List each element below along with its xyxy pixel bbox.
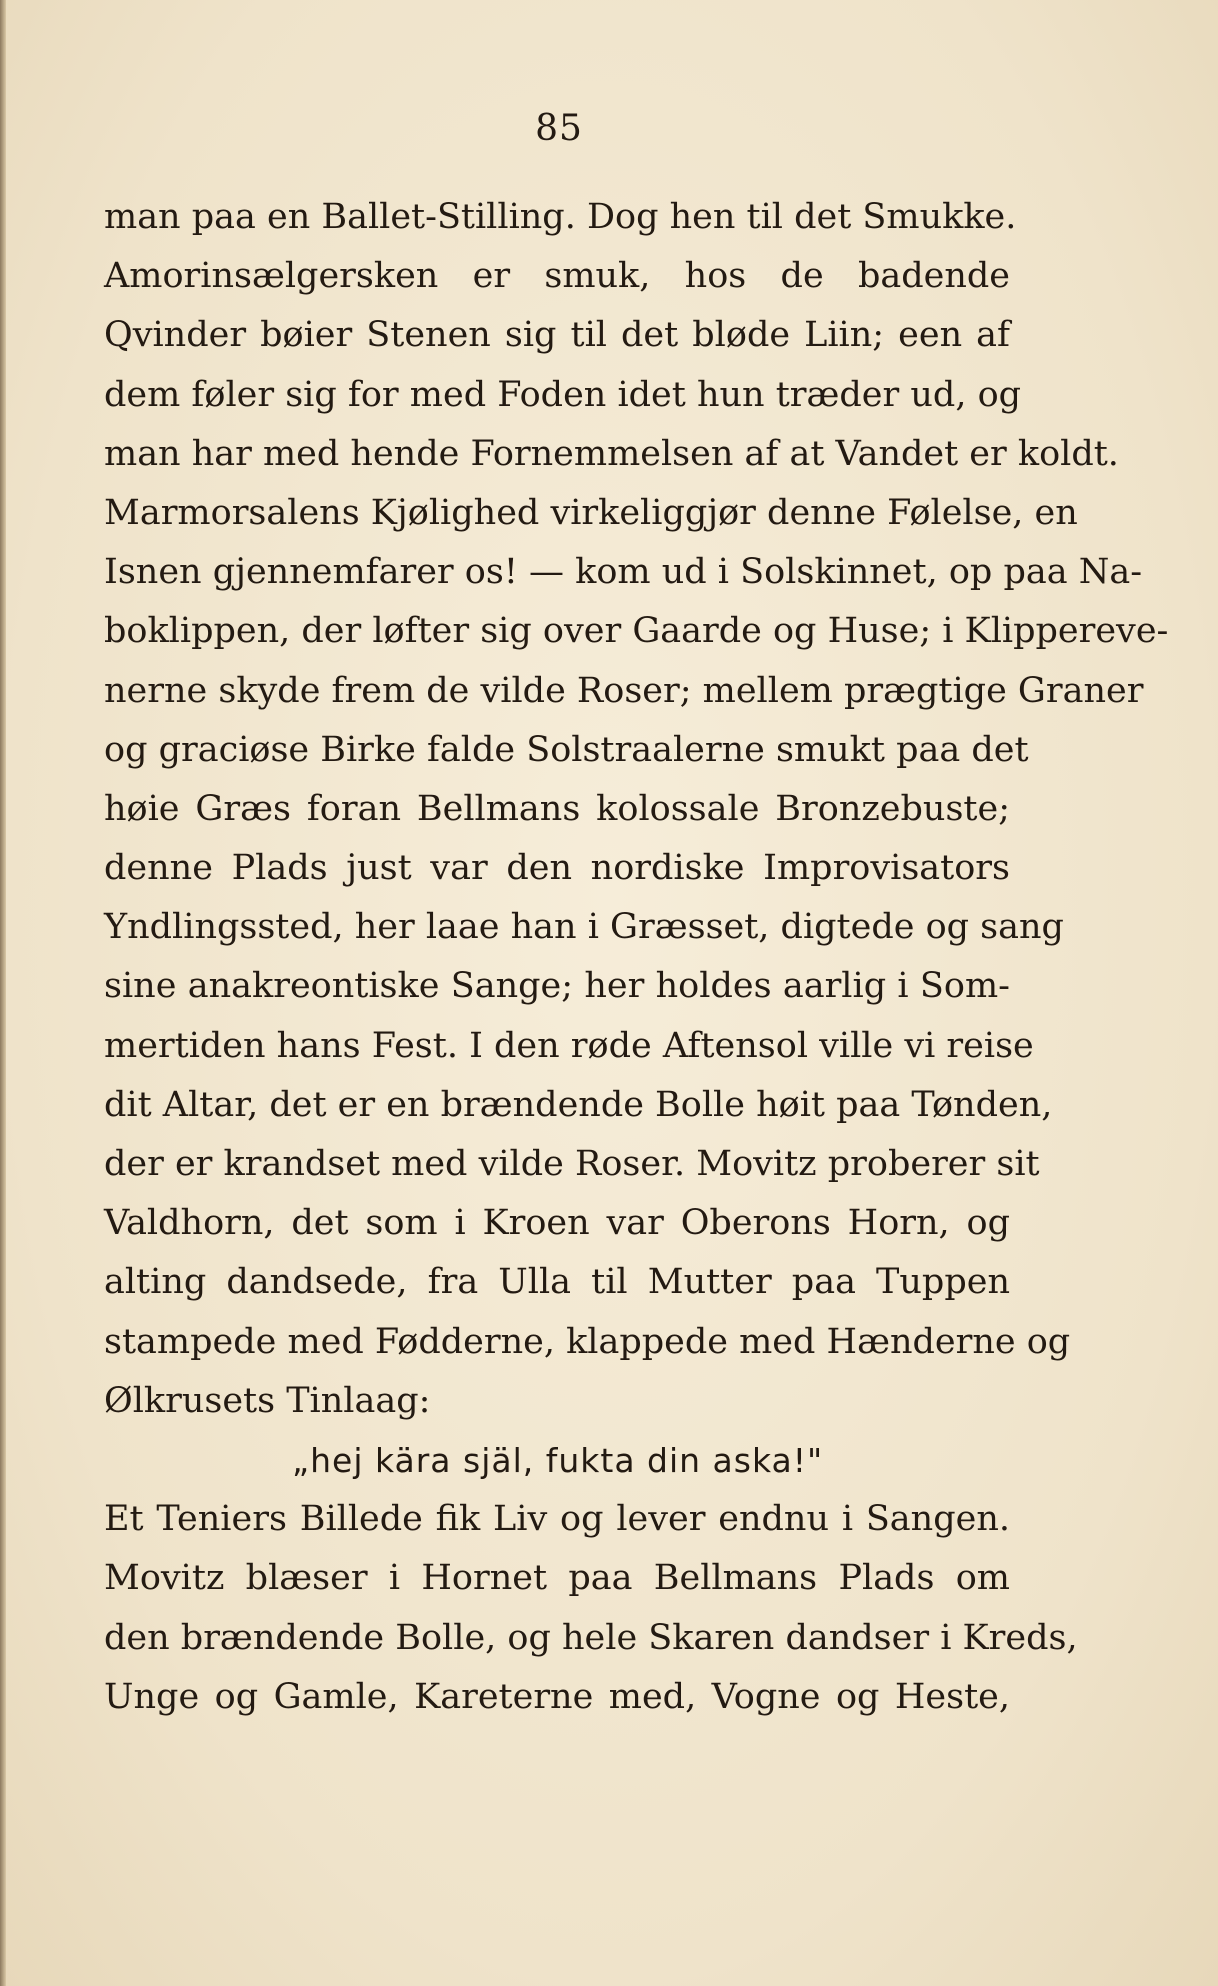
text-line: Movitz blæser i Hornet paa Bellmans Plads om — [104, 1558, 1010, 1599]
text-line: mertiden hans Fest. I den røde Aftensol ville vi reise — [104, 1025, 1034, 1066]
text-line: den brændende Bolle, og hele Skaren dandser i Kreds, — [104, 1617, 1078, 1658]
text-line: dem føler sig for med Foden idet hun træder ud, og — [104, 374, 1022, 415]
text-line: Qvinder bøier Stenen sig til det bløde Liin; een af — [104, 315, 1010, 356]
text-line: Yndlingssted, her laae han i Græsset, digtede og sang — [104, 907, 1064, 948]
text-line: Marmorsalens Kjølighed virkeliggjør denne Følelse, en — [104, 492, 1078, 533]
text-line: stampede med Fødderne, klappede med Hænderne og — [104, 1321, 1071, 1362]
text-line: Unge og Gamle, Kareterne med, Vogne og Heste, — [104, 1676, 1010, 1717]
quoted-song-line: „hej kära själ, fukta din aska!" — [292, 1440, 824, 1480]
text-line: Et Teniers Billede fik Liv og lever endnu i Sangen. — [104, 1499, 1010, 1540]
text-line: nerne skyde frem de vilde Roser; mellem prægtige Graner — [104, 670, 1144, 711]
text-line: Isnen gjennemfarer os! — kom ud i Solskinnet, op paa Na- — [104, 552, 1143, 593]
text-line: alting dandsede, fra Ulla til Mutter paa Tuppen — [104, 1262, 1010, 1303]
page-binding-edge — [0, 0, 6, 1986]
text-line: man har med hende Fornemmelsen af at Vandet er koldt. — [104, 433, 1119, 474]
text-line: høie Græs foran Bellmans kolossale Bronzebuste; — [104, 788, 1010, 829]
text-line: og graciøse Birke falde Solstraalerne smukt paa det — [104, 729, 1029, 770]
text-line: Amorinsælgersken er smuk, hos de badende — [104, 256, 1010, 297]
text-line: Ølkrusets Tinlaag: — [104, 1380, 431, 1421]
text-line: Valdhorn, det som i Kroen var Oberons Horn, og — [104, 1203, 1010, 1244]
text-line: boklippen, der løfter sig over Gaarde og Huse; i Klippereve- — [104, 611, 1169, 652]
body-text — [104, 188, 1169, 1727]
text-line: denne Plads just var den nordiske Improvisators — [104, 848, 1010, 889]
text-line: der er krandset med vilde Roser. Movitz proberer sit — [104, 1144, 1040, 1184]
text-line: dit Altar, det er en brændende Bolle høit paa Tønden, — [104, 1084, 1053, 1125]
page-number: 85 — [535, 108, 583, 149]
text-line: man paa en Ballet-Stilling. Dog hen til det Smukke. — [104, 197, 1017, 237]
text-line: sine anakreontiske Sange; her holdes aarlig i Som- — [104, 966, 1010, 1007]
